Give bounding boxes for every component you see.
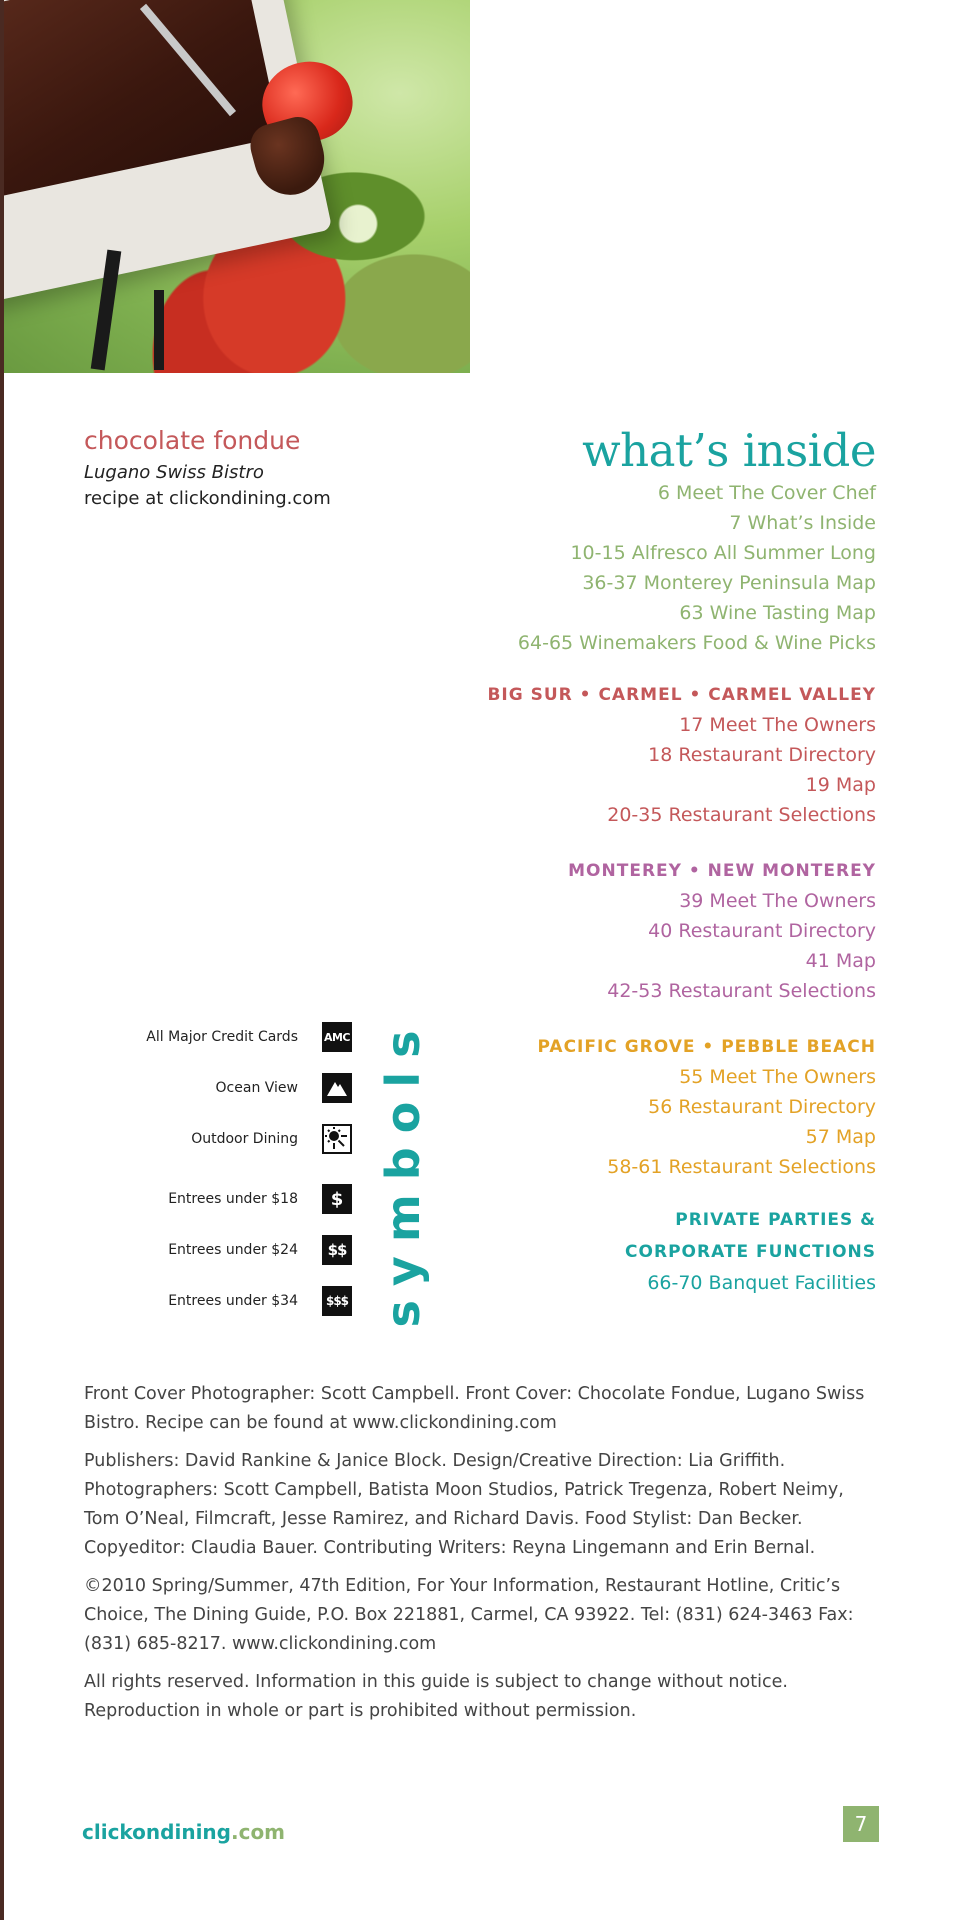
toc-item: 64-65 Winemakers Food & Wine Picks	[517, 632, 876, 654]
symbol-row	[100, 1184, 352, 1218]
toc-item: 17 Meet The Owners	[679, 714, 876, 736]
dollar-icon: $	[322, 1184, 352, 1214]
credits-paragraph: All rights reserved. Information in this guide is subject to change without notice. Reproduction in whole or part is prohibited without permission.	[84, 1672, 788, 1721]
toc-section-heading: MONTEREY • NEW MONTEREY	[568, 861, 876, 881]
toc-item: 20-35 Restaurant Selections	[607, 804, 876, 826]
toc-item: 18 Restaurant Directory	[648, 744, 876, 766]
credits	[84, 1380, 884, 1735]
double-dollar-icon: $$	[322, 1235, 352, 1265]
sun-icon	[322, 1124, 352, 1154]
toc-item: 56 Restaurant Directory	[648, 1096, 876, 1118]
toc-monterey-group	[356, 856, 876, 1006]
credits-paragraph: Publishers: David Rankine & Janice Block. Design/Creative Direction: Lia Griffith. Photographers: Scott Campbell, Batista Moon Studios, Patrick Tregenza, Robert Neimy, Tom O’Neal, Filmcraft, Jesse Ramirez, and Richard Davis. Food Stylist: Dan Becker. Copyeditor: Claudia Bauer. Contributing Writers: Reyna Lingemann and Erin Bernal.	[84, 1451, 844, 1558]
symbol-label: All Major Credit Cards	[146, 1029, 298, 1045]
toc-item: 40 Restaurant Directory	[648, 920, 876, 942]
mountain-icon	[322, 1073, 352, 1103]
photo-caption-recipe: recipe at clickondining.com	[84, 488, 331, 509]
toc-section-heading: PACIFIC GROVE • PEBBLE BEACH	[537, 1037, 876, 1057]
symbol-row	[100, 1286, 352, 1320]
toc-title: what’s inside	[582, 424, 876, 477]
footer-website[interactable]	[82, 1820, 285, 1844]
toc-item: 42-53 Restaurant Selections	[607, 980, 876, 1002]
toc-item: 63 Wine Tasting Map	[679, 602, 876, 624]
toc-section-heading: PRIVATE PARTIES &	[675, 1210, 876, 1230]
credits-paragraph: Front Cover Photographer: Scott Campbell. Front Cover: Chocolate Fondue, Lugano Swiss Bistro. Recipe can be found at www.clickondining.com	[84, 1384, 865, 1433]
toc-item: 36-37 Monterey Peninsula Map	[582, 572, 876, 594]
toc-item: 41 Map	[805, 950, 876, 972]
toc-item: 66-70 Banquet Facilities	[647, 1272, 876, 1294]
symbol-row	[100, 1073, 352, 1107]
toc-big-sur-group	[356, 680, 876, 830]
symbols-title	[376, 1016, 430, 1328]
symbol-label: Ocean View	[215, 1080, 298, 1096]
footer-site-name: clickondining	[82, 1820, 231, 1844]
triple-dollar-icon: $$$	[322, 1286, 352, 1316]
toc-item: 10-15 Alfresco All Summer Long	[570, 542, 876, 564]
footer-site-tld: .com	[230, 1820, 286, 1844]
credit-cards-icon: AMC	[322, 1022, 352, 1052]
toc-item: 39 Meet The Owners	[679, 890, 876, 912]
toc-private-group	[356, 1204, 876, 1298]
toc-item: 19 Map	[805, 774, 876, 796]
symbol-row	[100, 1235, 352, 1269]
chocolate-fondue-photo	[4, 0, 470, 373]
toc-pacific-grove-group	[356, 1032, 876, 1182]
symbol-label: Outdoor Dining	[191, 1131, 298, 1147]
toc-item: 55 Meet The Owners	[679, 1066, 876, 1088]
toc-section-heading: BIG SUR • CARMEL • CARMEL VALLEY	[487, 685, 876, 705]
photo-caption-title: chocolate fondue	[84, 426, 301, 455]
toc-section-heading: CORPORATE FUNCTIONS	[625, 1242, 876, 1262]
credits-paragraph: ©2010 Spring/Summer, 47th Edition, For Your Information, Restaurant Hotline, Critic’s Choice, The Dining Guide, P.O. Box 221881, Carmel, CA 93922. Tel: (831) 624-3463 Fax: (831) 685-8217. www.clickondining.com	[84, 1576, 854, 1654]
page-number: 7	[843, 1806, 879, 1842]
symbol-label: Entrees under $18	[168, 1191, 298, 1207]
photo-caption-restaurant: Lugano Swiss Bistro	[84, 462, 264, 483]
toc-item: 6 Meet The Cover Chef	[657, 482, 876, 504]
toc-item: 57 Map	[805, 1126, 876, 1148]
symbol-row	[100, 1022, 352, 1056]
toc-item: 7 What’s Inside	[729, 512, 876, 534]
toc-general-group	[356, 478, 876, 658]
symbols-title-text: symbols	[376, 1016, 430, 1328]
symbol-label: Entrees under $24	[168, 1242, 298, 1258]
toc-item: 58-61 Restaurant Selections	[607, 1156, 876, 1178]
symbol-row	[100, 1124, 352, 1158]
symbol-label: Entrees under $34	[168, 1293, 298, 1309]
table-of-contents	[356, 424, 876, 1298]
